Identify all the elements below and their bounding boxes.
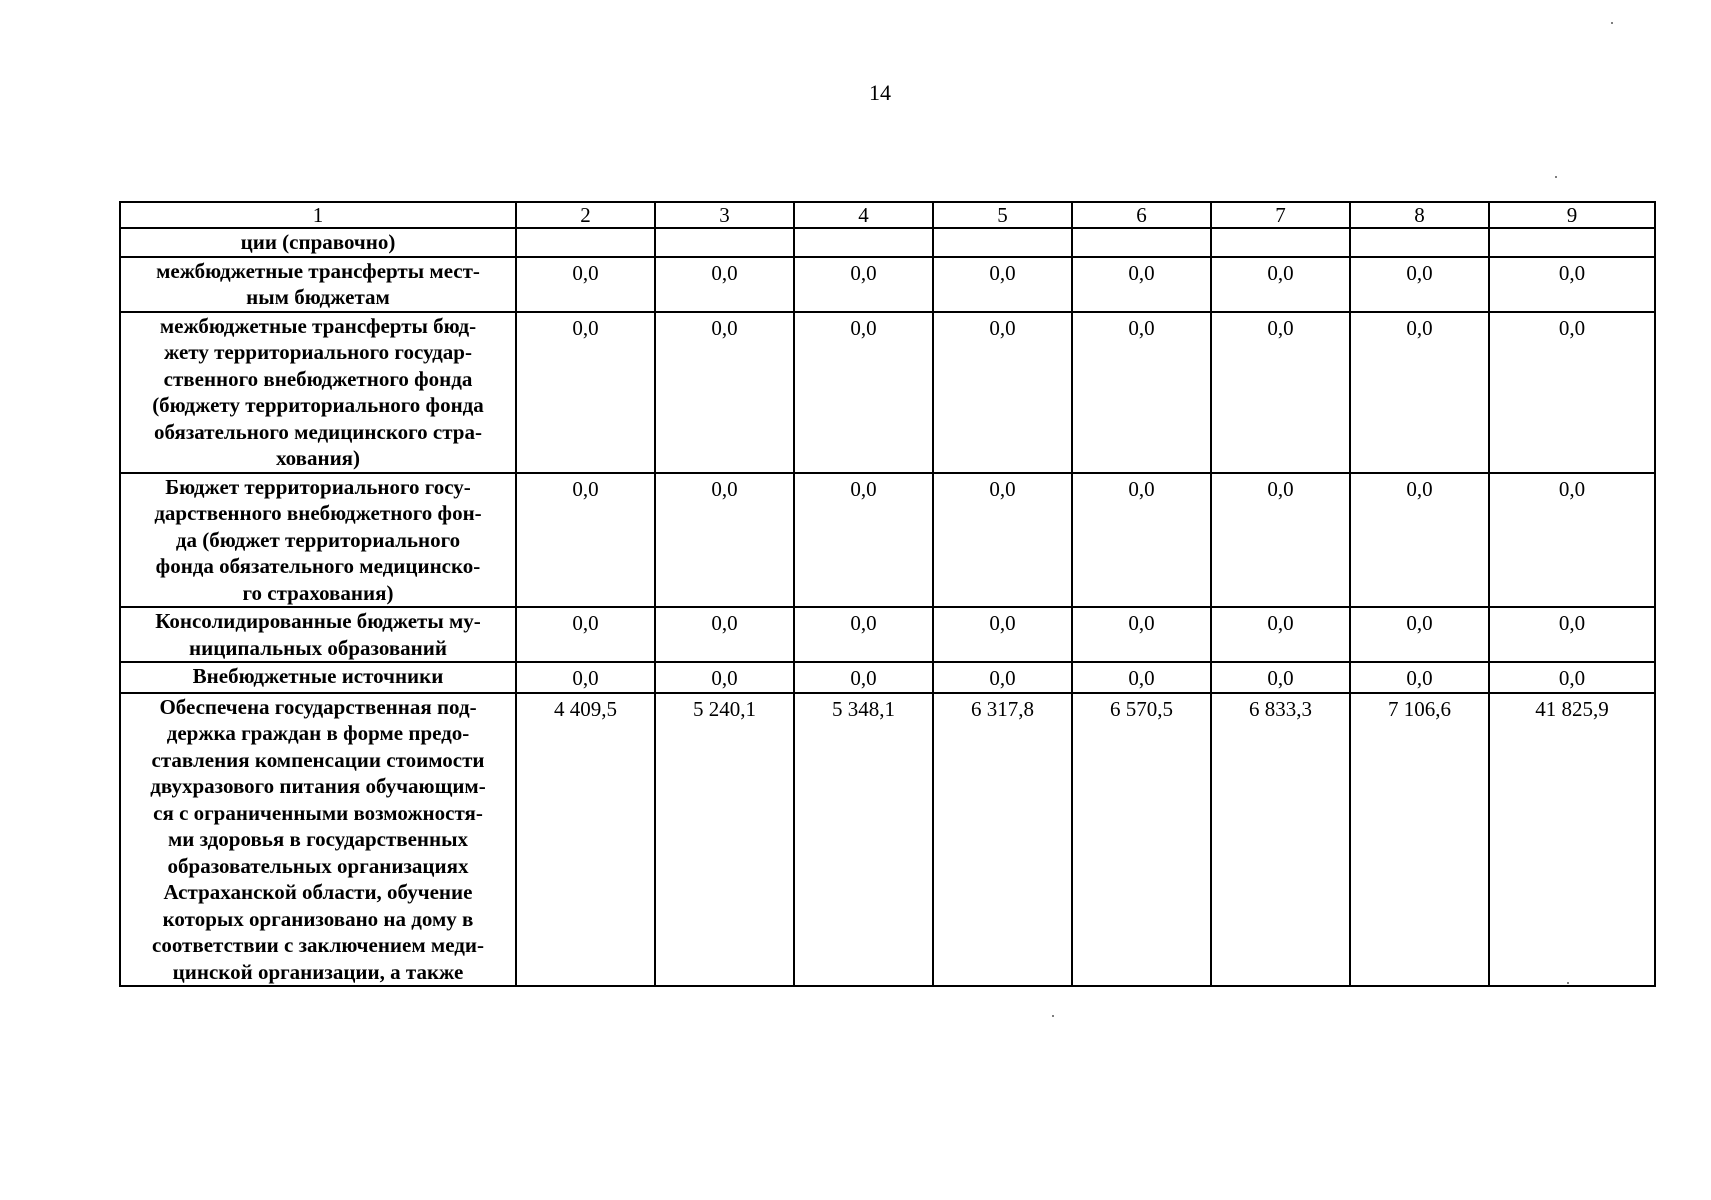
value-cell — [1072, 228, 1211, 257]
header-cell-6: 6 — [1072, 202, 1211, 228]
value-cell: 0,0 — [516, 662, 655, 693]
table-row — [120, 312, 1655, 473]
row-label-line: да (бюджет территориального — [175, 527, 461, 552]
value-cell: 0,0 — [1350, 257, 1489, 312]
value-cell: 0,0 — [794, 312, 933, 473]
value-cell: 0,0 — [1211, 312, 1350, 473]
row-label-line: ми здоровья в государственных — [167, 827, 469, 851]
value-cell — [1489, 228, 1655, 257]
table-row — [120, 607, 1655, 662]
value-cell: 0,0 — [1211, 473, 1350, 608]
row-label-line: ции (справочно) — [240, 230, 396, 254]
value-cell: 0,0 — [516, 257, 655, 312]
value-cell: 0,0 — [655, 473, 794, 608]
scan-speck — [1052, 1015, 1054, 1017]
value-cell: 5 348,1 — [794, 693, 933, 987]
row-label-line: (бюджету территориального фонда — [152, 393, 484, 417]
row-label-line: Астраханской области, обучение — [163, 880, 473, 904]
value-cell: 0,0 — [655, 607, 794, 662]
header-cell-5: 5 — [933, 202, 1072, 228]
value-cell: 0,0 — [655, 662, 794, 693]
page-number: 14 — [869, 80, 891, 105]
header-cell-2: 2 — [516, 202, 655, 228]
table-body — [120, 202, 1655, 986]
value-cell — [794, 228, 933, 257]
row-label-line: обязательного медицинского стра- — [154, 419, 482, 444]
value-cell: 0,0 — [1211, 662, 1350, 693]
header-cell-1: 1 — [120, 202, 516, 228]
value-cell: 0,0 — [1072, 312, 1211, 473]
header-cell-8: 8 — [1350, 202, 1489, 228]
value-cell: 0,0 — [933, 662, 1072, 693]
value-cell: 0,0 — [794, 257, 933, 312]
value-cell: 0,0 — [794, 473, 933, 608]
value-cell: 0,0 — [1211, 607, 1350, 662]
value-cell: 0,0 — [1489, 473, 1655, 608]
table-header-row — [120, 202, 1655, 228]
value-cell: 0,0 — [933, 473, 1072, 608]
row-label — [120, 228, 516, 257]
row-label-line: цинской организации, а также — [172, 959, 464, 984]
value-cell: 0,0 — [933, 312, 1072, 473]
row-label — [120, 473, 516, 608]
header-cell-9: 9 — [1489, 202, 1655, 228]
value-cell: 0,0 — [1350, 662, 1489, 693]
table-row — [120, 662, 1655, 693]
value-cell — [1211, 228, 1350, 257]
value-cell: 0,0 — [933, 607, 1072, 662]
scan-speck — [1567, 982, 1569, 984]
value-cell: 0,0 — [1489, 312, 1655, 473]
header-cell-3: 3 — [655, 202, 794, 228]
row-label-line: ниципальных образований — [189, 635, 447, 660]
value-cell: 41 825,9 — [1489, 693, 1655, 987]
table-row — [120, 473, 1655, 608]
value-cell: 0,0 — [1072, 473, 1211, 608]
scan-speck — [1611, 22, 1613, 24]
row-label — [120, 312, 516, 473]
value-cell: 6 317,8 — [933, 693, 1072, 987]
value-cell: 0,0 — [1350, 312, 1489, 473]
value-cell: 0,0 — [1072, 257, 1211, 312]
table-row — [120, 228, 1655, 257]
value-cell: 0,0 — [1350, 607, 1489, 662]
budget-table — [119, 201, 1656, 987]
row-label-line: межбюджетные трансферты мест- — [156, 258, 480, 283]
row-label-line: Обеспечена государственная под- — [159, 694, 477, 719]
value-cell: 0,0 — [1072, 662, 1211, 693]
row-label-line: ным бюджетам — [246, 285, 390, 309]
row-label-line: дарственного внебюджетного фон- — [154, 501, 482, 525]
value-cell: 0,0 — [933, 257, 1072, 312]
value-cell: 0,0 — [794, 662, 933, 693]
row-label-line: го страхования) — [242, 580, 394, 605]
row-label — [120, 257, 516, 312]
value-cell: 4 409,5 — [516, 693, 655, 987]
value-cell: 0,0 — [516, 607, 655, 662]
value-cell — [655, 228, 794, 257]
value-cell: 0,0 — [655, 312, 794, 473]
row-label-line: хования) — [275, 446, 361, 470]
value-cell: 0,0 — [794, 607, 933, 662]
scan-speck — [1555, 176, 1557, 178]
value-cell: 0,0 — [655, 257, 794, 312]
header-cell-7: 7 — [1211, 202, 1350, 228]
row-label-line: соответствии с заключением меди- — [152, 933, 484, 957]
value-cell: 7 106,6 — [1350, 693, 1489, 987]
header-cell-4: 4 — [794, 202, 933, 228]
value-cell: 6 570,5 — [1072, 693, 1211, 987]
row-label-line: ся с ограниченными возможностя- — [153, 800, 483, 825]
value-cell — [933, 228, 1072, 257]
row-label — [120, 607, 516, 662]
row-label — [120, 662, 516, 693]
row-label-line: ственного внебюджетного фонда — [163, 366, 473, 391]
row-label-line: жету территориального государ- — [164, 340, 472, 364]
value-cell: 0,0 — [516, 312, 655, 473]
value-cell: 0,0 — [1350, 473, 1489, 608]
row-label-line: фонда обязательного медицинско- — [155, 554, 481, 578]
value-cell: 0,0 — [1489, 662, 1655, 693]
row-label-line: держка граждан в форме предо- — [166, 721, 470, 745]
row-label-line: которых организовано на дому в — [162, 906, 474, 931]
value-cell — [1350, 228, 1489, 257]
row-label-line: межбюджетные трансферты бюд- — [159, 313, 477, 338]
value-cell: 0,0 — [1211, 257, 1350, 312]
row-label-line: ставления компенсации стоимости — [151, 747, 485, 772]
row-label-line: двухразового питания обучающим- — [150, 774, 486, 798]
value-cell: 0,0 — [516, 473, 655, 608]
value-cell: 0,0 — [1072, 607, 1211, 662]
table-row — [120, 693, 1655, 987]
row-label-line: Консолидированные бюджеты му- — [155, 609, 481, 633]
row-label-line: Бюджет территориального госу- — [165, 474, 471, 499]
row-label-line: образовательных организациях — [167, 853, 469, 878]
value-cell: 5 240,1 — [655, 693, 794, 987]
row-label-line: Внебюджетные источники — [192, 664, 444, 688]
value-cell: 0,0 — [1489, 257, 1655, 312]
value-cell — [516, 228, 655, 257]
table-row — [120, 257, 1655, 312]
value-cell: 0,0 — [1489, 607, 1655, 662]
value-cell: 6 833,3 — [1211, 693, 1350, 987]
row-label — [120, 693, 516, 987]
